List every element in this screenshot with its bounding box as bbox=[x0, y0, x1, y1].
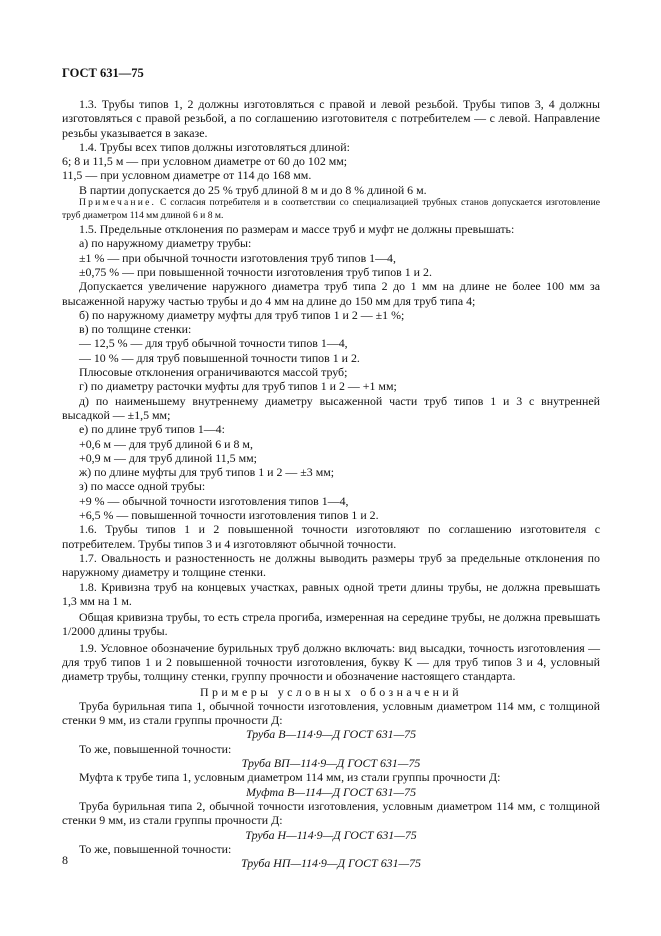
paragraph-1-9: 1.9. Условное обозначение бурильных труб должно включать: вид высадки, точность изготовления — для труб типов 1 и 2 повышенной точности изготовления, букву K — для труб типов 3 и 4, условный диаметр трубы, толщину стенки, группу прочности и обозначение настоящего стандарта. bbox=[62, 640, 600, 684]
paragraph-1-7: 1.7. Овальность и разностенность не должны выводить размеры труб за предельные отклонения по наружному диаметру и толщине стенки. bbox=[62, 550, 600, 580]
item-v-2: — 10 % — для труб повышенной точности типов 1 и 2. bbox=[79, 350, 360, 365]
note bbox=[62, 197, 600, 222]
page-number: 8 bbox=[62, 853, 68, 867]
example-2-designation: Труба ВП—114·9—Д ГОСТ 631—75 bbox=[241, 756, 421, 771]
item-a-3: Допускается увеличение наружного диаметра труб типа 2 до 1 мм на длине не более 100 мм за высаженной наружу частью трубы и до 4 мм на длине до 150 мм для труб типа 4; bbox=[62, 279, 600, 308]
item-zh: ж) по длине муфты для труб типов 1 и 2 — ±3 мм; bbox=[79, 465, 335, 480]
item-e-2: +0,9 м — для труб длиной 11,5 мм; bbox=[79, 450, 257, 465]
note-text: С согласия потребителя и в соответствии со специализацией трубных станов допускается изготовление труб диаметром 114 мм длиной 6 и 8 м. bbox=[62, 197, 600, 221]
note-label: Примечание. bbox=[79, 197, 157, 209]
example-4: Труба бурильная типа 2, обычной точности изготовления, условным диаметром 114 мм, с толщиной стенки 9 мм, из стали группы прочности Д: bbox=[62, 798, 600, 828]
item-z-1: +9 % — обычной точности изготовления типов 1—4, bbox=[79, 493, 349, 508]
paragraph-1-4: 1.4. Трубы всех типов должны изготовляться длиной: bbox=[79, 139, 350, 154]
paragraph-1-8: 1.8. Кривизна труб на концевых участках, равных одной трети длины трубы, не должна превышать 1,3 мм на 1 м. bbox=[62, 579, 600, 608]
examples-heading: Примеры условных обозначений bbox=[200, 684, 462, 699]
example-3-designation: Муфта В—114—Д ГОСТ 631—75 bbox=[245, 784, 417, 799]
item-a-2: ±0,75 % — при повышенной точности изготовления труб типов 1 и 2. bbox=[79, 264, 432, 279]
example-2: То же, повышенной точности: bbox=[79, 741, 232, 756]
item-z-2: +6,5 % — повышенной точности изготовления типов 1 и 2. bbox=[79, 508, 379, 523]
item-v: в) по толщине стенки: bbox=[79, 322, 192, 337]
paragraph-1-6: 1.6. Трубы типов 1 и 2 повышенной точности изготовляют по соглашению изготовителя с потребителем. Трубы типов 3 и 4 изготовляют обычной точности. bbox=[62, 522, 600, 551]
example-3: Муфта к трубе типа 1, условным диаметром 114 мм, из стали группы прочности Д: bbox=[79, 770, 501, 785]
paragraph-1-4-length-a: 6; 8 и 11,5 м — при условном диаметре от 60 до 102 мм; bbox=[62, 154, 348, 169]
item-z: з) по массе одной трубы: bbox=[79, 479, 206, 494]
example-1-designation: Труба В—114·9—Д ГОСТ 631—75 bbox=[245, 727, 417, 742]
item-a-1: ±1 % — при обычной точности изготовления труб типов 1—4, bbox=[79, 250, 396, 265]
paragraph-1-8-total: Общая кривизна трубы, то есть стрела прогиба, измеренная на середине трубы, не должна превышать 1/2000 длины трубы. bbox=[62, 610, 600, 639]
item-v-1: — 12,5 % — для труб обычной точности типов 1—4, bbox=[79, 336, 348, 351]
paragraph-1-4-batch: В партии допускается до 25 % труб длиной 8 м и до 8 % длиной 6 м. bbox=[79, 182, 427, 197]
item-g: г) по диаметру расточки муфты для труб типов 1 и 2 — +1 мм; bbox=[79, 379, 397, 394]
example-5-designation: Труба НП—114·9—Д ГОСТ 631—75 bbox=[240, 856, 422, 871]
paragraph-1-5: 1.5. Предельные отклонения по размерам и массе труб и муфт не должны превышать: bbox=[79, 222, 515, 237]
example-5: То же, повышенной точности: bbox=[79, 841, 232, 856]
item-b: б) по наружному диаметру муфты для труб типов 1 и 2 — ±1 %; bbox=[79, 307, 405, 322]
paragraph-1-4-length-b: 11,5 — при условном диаметре от 114 до 168 мм. bbox=[62, 168, 312, 183]
item-d: д) по наименьшему внутреннему диаметру высаженной части труб типов 1 и 3 с внутренней высадкой — ±1,5 мм; bbox=[62, 393, 600, 422]
item-a: а) по наружному диаметру трубы: bbox=[79, 236, 252, 251]
document-body bbox=[62, 97, 600, 870]
example-1: Труба бурильная типа 1, обычной точности изготовления, условным диаметром 114 мм, с толщиной стенки 9 мм, из стали группы прочности Д: bbox=[62, 698, 600, 728]
example-4-designation: Труба Н—114·9—Д ГОСТ 631—75 bbox=[245, 827, 417, 842]
item-e-1: +0,6 м — для труб длиной 6 и 8 м, bbox=[79, 436, 253, 451]
item-v-3: Плюсовые отклонения ограничиваются массой труб; bbox=[79, 365, 348, 380]
document-header: ГОСТ 631—75 bbox=[62, 66, 144, 80]
paragraph-1-3: 1.3. Трубы типов 1, 2 должны изготовляться с правой и левой резьбой. Трубы типов 3, 4 должны изготовляться с правой резьбой, а по соглашению изготовителя с потребителем — с левой. Направление резьбы указывается в заказе. bbox=[62, 97, 600, 140]
item-e: е) по длине труб типов 1—4: bbox=[79, 422, 225, 437]
